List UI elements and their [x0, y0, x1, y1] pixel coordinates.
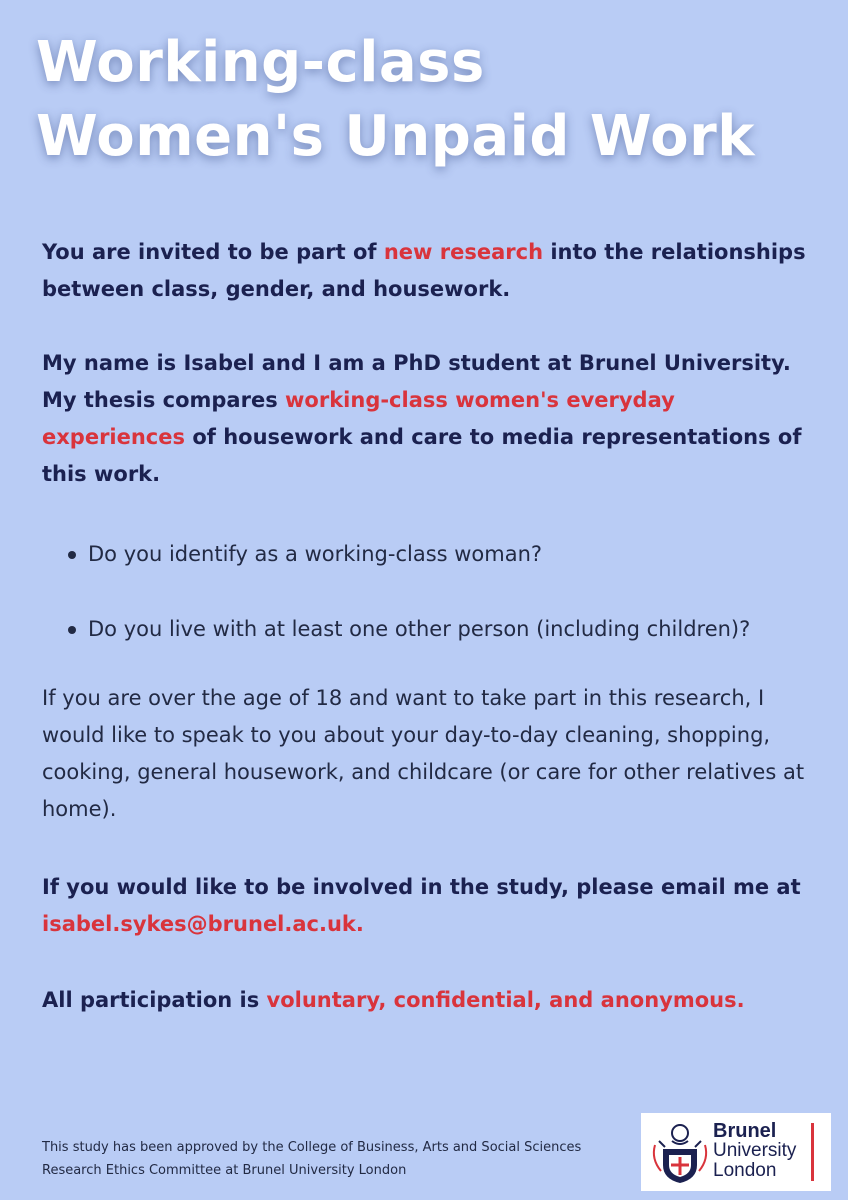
- eligibility-questions: [60, 536, 830, 686]
- logo-line-2: University: [713, 1140, 797, 1161]
- intro-highlight: new research: [383, 240, 544, 264]
- about-text: My name is Isabel and I am a PhD student at Brunel University. My thesis compares: [42, 351, 791, 412]
- intro-paragraph: [42, 234, 822, 308]
- logo-accent-bar: [811, 1123, 814, 1181]
- logo-line-3: London: [713, 1160, 777, 1181]
- question-text: Do you live with at least one other person (including children)?: [88, 617, 751, 641]
- contact-email-link[interactable]: isabel.sykes@brunel.ac.uk.: [42, 912, 364, 936]
- about-highlight: working-class women's everyday experiences: [42, 388, 675, 449]
- title-line-2: Women's Unpaid Work: [36, 104, 756, 169]
- list-item: [60, 536, 830, 573]
- logo-line-1: Brunel: [713, 1120, 777, 1142]
- contact-paragraph: [42, 869, 822, 943]
- title-line-1: Working-class: [36, 30, 485, 95]
- poster-title: [36, 26, 826, 174]
- bullet-icon: [68, 626, 76, 634]
- question-text: Do you identify as a working-class woman?: [88, 542, 543, 566]
- ethics-approval-note: This study has been approved by the College of Business, Arts and Social Sciences Research Ethics Committee at Brunel University London: [42, 1140, 582, 1178]
- participation-paragraph: [42, 982, 822, 1019]
- participation-highlight: voluntary, confidential, and anonymous.: [266, 988, 745, 1012]
- about-text-end: of housework and care to media representations of this work.: [42, 425, 802, 486]
- list-item: [60, 611, 830, 648]
- contact-text: If you would like to be involved in the study, please email me at: [42, 875, 801, 899]
- eligibility-paragraph: If you are over the age of 18 and want to take part in this research, I would like to speak to you about your day-to-day cleaning, shopping, cooking, general housework, and childcare (or care for other relatives at home).: [42, 686, 805, 821]
- intro-text-end: into the relationships between class, gender, and housework.: [42, 240, 806, 301]
- about-paragraph: [42, 345, 822, 493]
- brunel-logo: [641, 1113, 831, 1191]
- university-crest-icon: [649, 1119, 711, 1185]
- logo-wordmark: [713, 1121, 796, 1181]
- intro-text: You are invited to be part of: [42, 240, 384, 264]
- participation-text: All participation is: [42, 988, 267, 1012]
- bullet-icon: [68, 551, 76, 559]
